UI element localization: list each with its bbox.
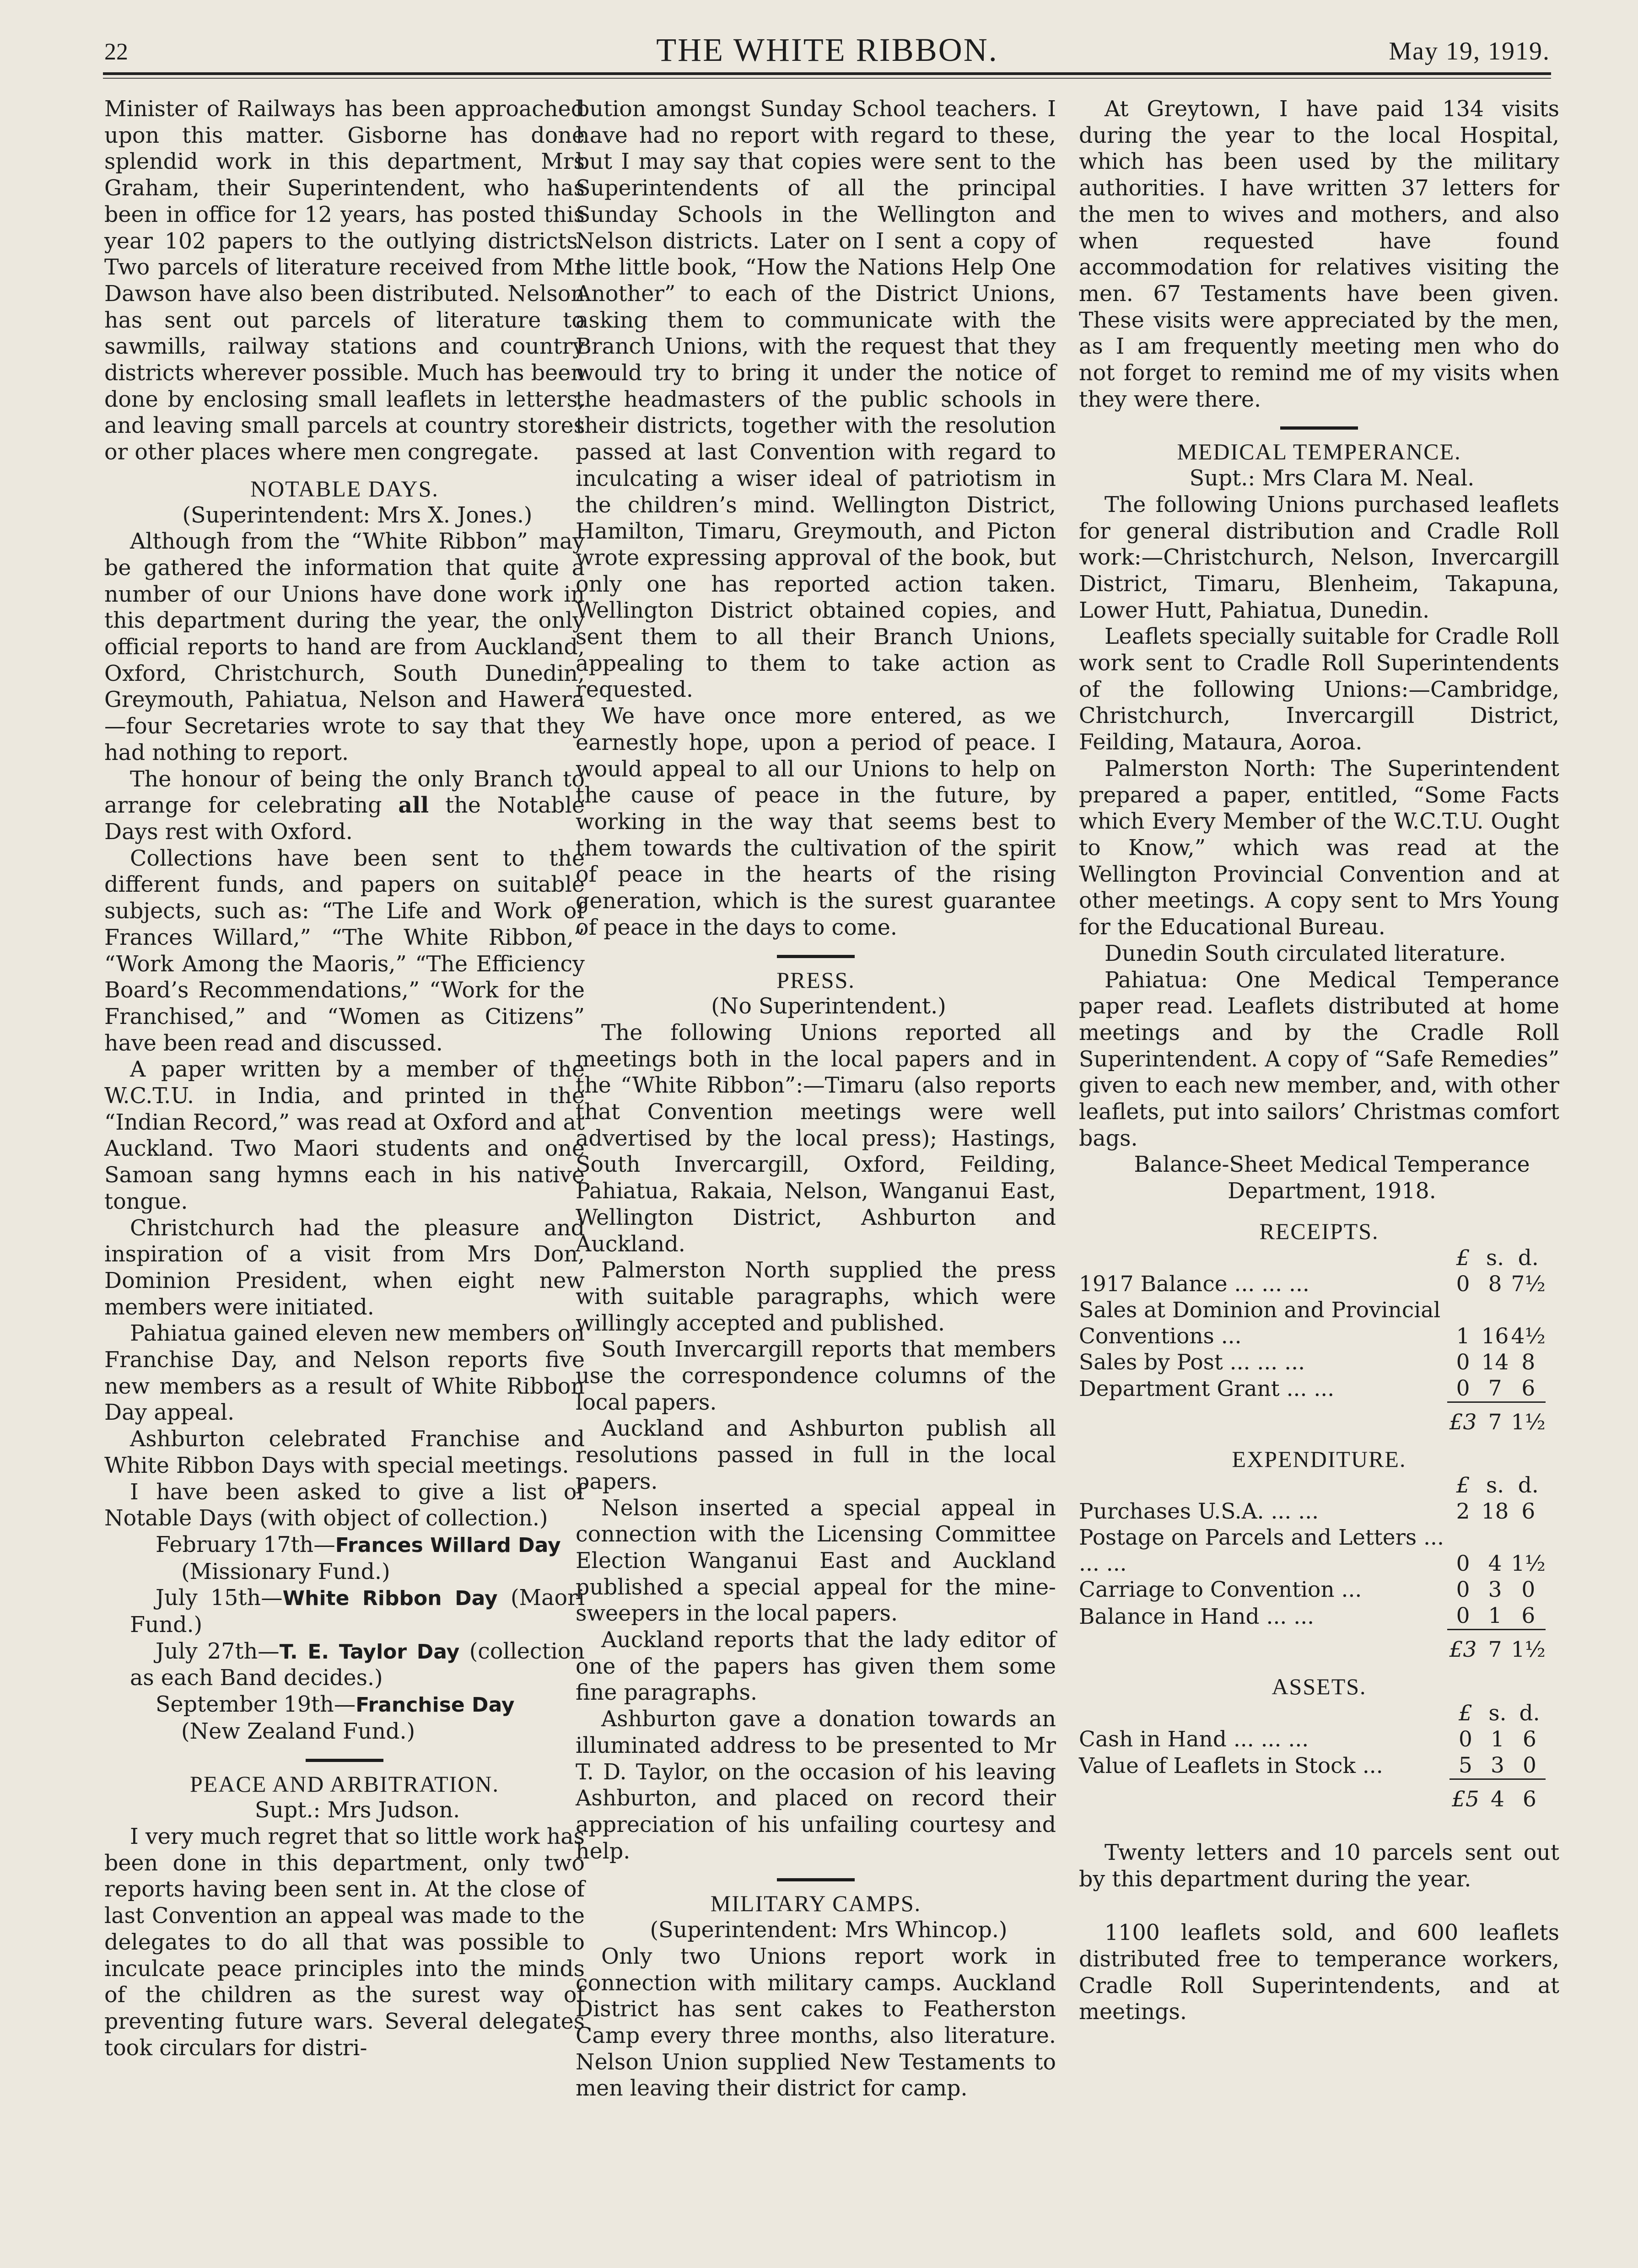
total-pence: 1½: [1511, 1402, 1546, 1435]
total-pounds: £3: [1447, 1402, 1479, 1435]
day-name: Franchise Day: [356, 1693, 515, 1717]
paragraph: Ashburton celebrated Franchise and White Ribbon Days with special meetings.: [104, 1427, 585, 1478]
table-row: [1079, 1498, 1546, 1525]
paragraph: Palmerston North: The Superintendent prepared a paper, entitled, “Some Facts which Every Member of the W.C.T.U. Ought to Know,” which was read at the Wellington Provincial Convention and at other meetings. A copy sent to Mrs Young for the Educational Bureau.: [1079, 756, 1559, 940]
shillings-cell: 8: [1488, 1271, 1502, 1297]
pounds-cell: 2: [1456, 1499, 1470, 1525]
notable-day-item: [104, 1638, 585, 1692]
column-3: [1079, 96, 1559, 2026]
day-name: White Ribbon Day: [282, 1587, 498, 1611]
day-fund: (New Zealand Fund.): [181, 1719, 415, 1744]
pounds-cell: 0: [1456, 1551, 1470, 1577]
pence-cell: 6: [1521, 1375, 1536, 1401]
shillings-cell: 18: [1481, 1499, 1509, 1525]
pence-cell: 0: [1521, 1577, 1536, 1603]
table-row: [1079, 1726, 1546, 1752]
row-label: Postage on Parcels and Letters ... ... ...: [1079, 1525, 1444, 1577]
expenditure-table: [1079, 1472, 1546, 1663]
table-header-row: [1079, 1245, 1546, 1271]
pence-cell: 7½: [1511, 1271, 1546, 1297]
section-subheading: (Superintendent: Mrs Whincop.): [650, 1918, 1008, 1943]
section-heading-medical: MEDICAL TEMPERANCE.: [1177, 439, 1461, 465]
paragraph: Auckland and Ashburton publish all resolutions passed in full in the local papers.: [576, 1416, 1056, 1494]
paragraph: Ashburton gave a donation towards an illuminated address to be presented to Mr T. D. Taylor, on the occasion of his leaving Ashburton, and placed on record their appreciation of his unfailing courtesy and help.: [576, 1707, 1056, 1864]
paragraph: Leaflets specially suitable for Cradle Roll work sent to Cradle Roll Superintendents of the following Unions:—Cambridge, Christchurch, Invercargill District, Feilding, Mataura, Aoroa.: [1079, 624, 1559, 755]
total-shillings: 7: [1479, 1402, 1511, 1435]
paragraph: Christchurch had the pleasure and inspiration of a visit from Mrs Don, Dominion President, when eight new members were initiated.: [104, 1215, 585, 1320]
paragraph: I have been asked to give a list of Notable Days (with object of collection.): [104, 1479, 585, 1531]
section-subheading: Supt.: Mrs Judson.: [254, 1798, 460, 1823]
total-pence: 6: [1514, 1779, 1546, 1812]
pounds-header: £: [1456, 1473, 1470, 1498]
pounds-header: £: [1459, 1700, 1472, 1726]
total-row: [1079, 1630, 1546, 1663]
pence-cell: 6: [1521, 1603, 1536, 1629]
paragraph: We have once more entered, as we earnestly hope, upon a period of peace. I would appeal to all our Unions to help on the cause of peace in the future, by working in the way that seems best to them towards the cultivation of the spirit of peace in the hearts of the rising generation, which is the surest guarantee of peace in the days to come.: [576, 704, 1056, 940]
receipts-heading: RECEIPTS.: [1259, 1218, 1379, 1244]
total-shillings: 7: [1479, 1630, 1511, 1663]
pence-cell: 4½: [1511, 1323, 1546, 1349]
total-shillings: 4: [1482, 1779, 1514, 1812]
paragraph: South Invercargill reports that members use the correspondence columns of the local papers.: [576, 1337, 1056, 1415]
pence-header: d.: [1518, 1245, 1539, 1271]
row-label: Cash in Hand ... ... ...: [1079, 1726, 1309, 1752]
total-row: [1079, 1402, 1546, 1435]
shillings-cell: 16: [1481, 1323, 1509, 1349]
section-subheading: Supt.: Mrs Clara M. Neal.: [1189, 466, 1475, 491]
day-fund: (Missionary Fund.): [181, 1559, 390, 1584]
total-pounds: £5: [1449, 1779, 1482, 1812]
paragraph: Dunedin South circulated literature.: [1105, 941, 1506, 966]
issue-date: May 19, 1919.: [1389, 37, 1550, 65]
row-label: Sales at Dominion and Provincial Conventions ...: [1079, 1297, 1441, 1349]
pounds-cell: 0: [1459, 1726, 1472, 1752]
section-heading-peace: PEACE AND ARBITRATION.: [190, 1771, 499, 1797]
table-header-row: [1079, 1700, 1546, 1726]
paragraph: The following Unions purchased leaflets for general distribution and Cradle Roll work:—Christchurch, Nelson, Invercargill District, Timaru, Blenheim, Takapuna, Lower Hutt, Pahiatua, Dunedin.: [1079, 492, 1559, 623]
paragraph: [104, 766, 585, 846]
pence-cell: 1½: [1511, 1551, 1546, 1577]
section-subheading: (Superintendent: Mrs X. Jones.): [182, 502, 533, 528]
paragraph: Pahiatua: One Medical Temperance paper read. Leaflets distributed at home meetings and by the Cradle Roll Superintendent. A copy of “Safe Remedies” given to each new member, and, with other leaflets, put into sailors’ Christmas comfort bags.: [1079, 967, 1559, 1151]
row-label: Sales by Post ... ... ...: [1079, 1349, 1305, 1375]
publication-title: THE WHITE RIBBON.: [656, 32, 998, 68]
row-label: Carriage to Convention ...: [1079, 1577, 1362, 1603]
table-row: [1079, 1375, 1546, 1402]
shillings-cell: 3: [1488, 1577, 1502, 1603]
shillings-cell: 1: [1488, 1603, 1502, 1629]
spacer: [1079, 1812, 1559, 1840]
shillings-cell: 3: [1491, 1752, 1504, 1778]
expenditure-heading: EXPENDITURE.: [1232, 1446, 1406, 1472]
paragraph: bution amongst Sunday School teachers. I have had no report with regard to these, but I may say that copies were sent to the Superintendents of all the principal Sunday Schools in the Wellington and Nelson districts. Later on I sent a copy of the little book, “How the Nations Help One Another” to each of the District Unions, asking them to communicate with the Branch Unions, with the request that they would try to bring it under the notice of the headmasters of the public schools in their districts, together with the resolution passed at last Convention with regard to inculcating a wiser ideal of patriotism in the children’s mind. Wellington District, Hamilton, Timaru, Greymouth, and Picton wrote expressing approval of the book, but only one has reported action taken. Wellington District obtained copies, and sent them to all their Branch Unions, appealing to them to take action as requested.: [576, 97, 1056, 703]
receipts-table: [1079, 1245, 1546, 1435]
paragraph: Although from the “White Ribbon” may be gathered the information that quite a number of our Unions have done work in this department during the year, the only official reports to hand are from Auckland, Oxford, Christchurch, South Dunedin, Greymouth, Pahiatua, Nelson and Hawera—four Secretaries wrote to say that they had nothing to report.: [104, 529, 585, 765]
row-label: Value of Leaflets in Stock ...: [1079, 1753, 1383, 1779]
assets-heading: ASSETS.: [1272, 1674, 1367, 1700]
pence-header: d.: [1519, 1700, 1540, 1726]
pounds-cell: 0: [1456, 1375, 1470, 1401]
shillings-header: s.: [1486, 1245, 1504, 1271]
paragraph: Auckland reports that the lady editor of one of the papers has given them some fine paragraphs.: [576, 1627, 1056, 1706]
pence-cell: 6: [1523, 1726, 1536, 1752]
paragraph: 1100 leaflets sold, and 600 leaflets distributed free to temperance workers, Cradle Roll Superintendents, and at meetings.: [1079, 1920, 1559, 2025]
day-date: February 17th—: [156, 1532, 335, 1557]
section-divider: [777, 1878, 855, 1881]
table-row: [1079, 1525, 1546, 1577]
section-subheading: (No Superintendent.): [711, 994, 946, 1019]
table-row: [1079, 1271, 1546, 1297]
row-label: 1917 Balance ... ... ...: [1079, 1271, 1309, 1297]
row-label: Purchases U.S.A. ... ...: [1079, 1499, 1319, 1525]
pence-cell: 6: [1521, 1499, 1536, 1525]
pounds-header: £: [1456, 1245, 1470, 1271]
paragraph: A paper written by a member of the W.C.T.U. in India, and printed in the “Indian Record,” was read at Oxford and at Auckland. Two Maori students and one Samoan sang hymns each in his native tongue.: [104, 1057, 585, 1214]
paragraph: Collections have been sent to the different funds, and papers on suitable subjects, such as: “The Life and Work of Frances Willard,” “The White Ribbon,” “Work Among the Maoris,” “The Efficiency Board’s Recommendations,” “Work for the Franchised,” and “Women as Citizens” have been read and discussed.: [104, 846, 585, 1056]
table-row: [1079, 1603, 1546, 1630]
total-pounds: £3: [1447, 1630, 1479, 1663]
shillings-cell: 7: [1488, 1375, 1502, 1401]
pence-cell: 8: [1521, 1349, 1536, 1375]
table-header-row: [1079, 1472, 1546, 1498]
paragraph: Pahiatua gained eleven new members on Franchise Day, and Nelson reports five new members as a result of White Ribbon Day appeal.: [104, 1321, 585, 1426]
paragraph: Nelson inserted a special appeal in connection with the Licensing Committee Election Wanganui East and Auckland published a special appeal for the mine-sweepers in the local papers.: [576, 1495, 1056, 1627]
day-fund: (Maori Fund.): [130, 1585, 585, 1638]
notable-day-item: [104, 1532, 585, 1585]
section-divider: [306, 1759, 383, 1762]
spacer: [1079, 1892, 1559, 1920]
balance-sheet-title: Balance-Sheet Medical Temperance: [1134, 1152, 1530, 1178]
section-heading-press: PRESS.: [776, 967, 855, 993]
section-heading-military: MILITARY CAMPS.: [710, 1891, 921, 1917]
total-row: [1079, 1779, 1546, 1812]
paragraph: The following Unions reported all meetings both in the local papers and in the “White Ribbon”:—Timaru (also reports that Convention meetings were well advertised by the local press); Hastings, South Invercargill, Oxford, Feilding, Pahiatua, Rakaia, Nelson, Wanganui East, Wellington District, Ashburton and Auckland.: [576, 1020, 1056, 1257]
day-name: T. E. Taylor Day: [279, 1640, 460, 1664]
bold-word: all: [398, 792, 429, 819]
paragraph: At Greytown, I have paid 134 visits during the year to the local Hospital, which has been used by the military authorities. I have written 37 letters for the men to wives and mothers, and also when requested have found accommodation for relatives visiting the men. 67 Testaments have been given. These visits were appreciated by the men, as I am frequently meeting men who do not forget to remind me of my visits when they were there.: [1079, 97, 1559, 412]
paragraph: Twenty letters and 10 parcels sent out by this department during the year.: [1079, 1840, 1559, 1892]
page-number: 22: [104, 39, 128, 65]
section-heading-notable-days: NOTABLE DAYS.: [250, 475, 439, 501]
header-rule-thin: [103, 78, 1551, 79]
column-2: [576, 96, 1056, 2102]
day-date: July 27th—: [156, 1638, 280, 1664]
shillings-cell: 1: [1491, 1726, 1504, 1752]
shillings-cell: 14: [1481, 1349, 1509, 1375]
paragraph: Palmerston North supplied the press with suitable paragraphs, which were willingly accepted and published.: [576, 1258, 1056, 1336]
table-row: [1079, 1349, 1546, 1375]
pounds-cell: 1: [1456, 1323, 1470, 1349]
balance-sheet-subtitle: Department, 1918.: [1228, 1179, 1436, 1204]
paragraph: I very much regret that so little work has been done in this department, only two reports having been sent in. At the close of last Convention an appeal was made to the delegates to do all that was possible to inculcate peace principles into the minds of the children as the surest way of preventing future wars. Several delegates took circulars for distri-: [104, 1824, 585, 2061]
notable-day-item: [104, 1692, 585, 1745]
table-row: [1079, 1297, 1546, 1349]
shillings-header: s.: [1488, 1700, 1507, 1726]
table-row: [1079, 1577, 1546, 1603]
pounds-cell: 5: [1459, 1752, 1472, 1778]
paragraph: Only two Unions report work in connection with military camps. Auckland District has sent cakes to Featherston Camp every three months, also literature. Nelson Union supplied New Testaments to men leaving their district for camp.: [576, 1944, 1056, 2101]
pounds-cell: 0: [1456, 1271, 1470, 1297]
table-row: [1079, 1752, 1546, 1779]
day-date: September 19th—: [156, 1692, 356, 1718]
column-1: [104, 96, 585, 2061]
row-label: Balance in Hand ... ...: [1079, 1604, 1315, 1629]
row-label: Department Grant ... ...: [1079, 1376, 1335, 1402]
pounds-cell: 0: [1456, 1349, 1470, 1375]
day-date: July 15th—: [156, 1585, 283, 1611]
pounds-cell: 0: [1456, 1603, 1470, 1629]
day-fund: (collection as each Band decides.): [130, 1638, 585, 1691]
day-name: Frances Willard Day: [335, 1533, 561, 1557]
pence-cell: 0: [1523, 1752, 1536, 1778]
header-rule: [103, 72, 1551, 75]
notable-day-item: [104, 1585, 585, 1638]
text-run: The honour of being the only Branch to arrange for celebrating: [104, 766, 585, 819]
assets-table: [1079, 1700, 1546, 1812]
pence-header: d.: [1518, 1473, 1539, 1498]
section-divider: [777, 955, 855, 958]
pounds-cell: 0: [1456, 1577, 1470, 1603]
text-run: the Notable Days rest with Oxford.: [104, 793, 585, 845]
section-divider: [1280, 426, 1358, 430]
total-pence: 1½: [1511, 1630, 1546, 1663]
paragraph: Minister of Railways has been approached upon this matter. Gisborne has done splendid work in this department, Mrs Graham, their Superintendent, who has been in office for 12 years, has posted this year 102 papers to the outlying districts. Two parcels of literature received from Mr Dawson have also been distributed. Nelson has sent out parcels of literature to sawmills, railway stations and country districts wherever possible. Much has been done by enclosing small leaflets in letters, and leaving small parcels at country stores or other places where men congregate.: [104, 97, 585, 465]
shillings-cell: 4: [1488, 1551, 1502, 1577]
shillings-header: s.: [1486, 1473, 1504, 1498]
